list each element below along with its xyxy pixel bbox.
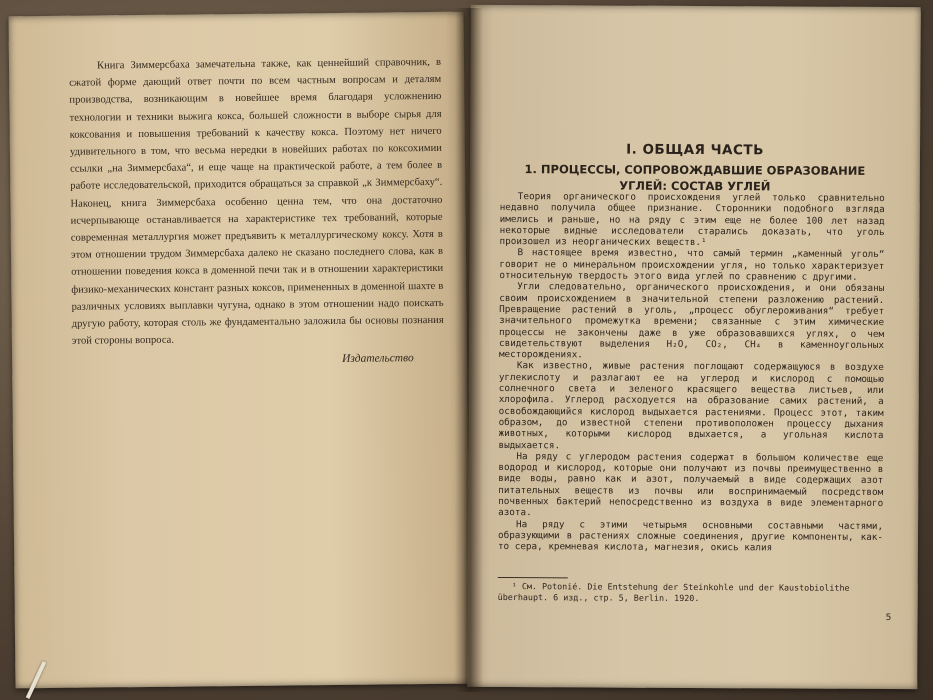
publisher-signature: Издательство: [342, 352, 414, 365]
right-page: [467, 5, 921, 689]
body-paragraph: В настоящее время известно, что самый термин „каменный уголь“ говорит не о минеральном происхождении угля, но только характеризует относительную твердость этого вида углей по сравнению с другими.: [499, 247, 885, 283]
body-paragraph: Угли следовательно, органического происхождения, и они обязаны своим происхождением в значительной степени разложению растений. Превращение растений в уголь, „процесс обуглероживания“ требует значительного промежутка времени; связанные с этим химические процессы не закончены даже в уже образовавшихся углях, о чем свидетельствуют выделения H₂O, CO₂, CH₄ в каменноугольных месторождениях.: [498, 281, 885, 361]
body-paragraph: Теория органического происхождения углей только сравнительно недавно получила общее признание. Сторонники подобного взгляда имелись и раньше, но на ряду с этим еще не более 100 лет назад некоторые видные исследователи старались доказать, что уголь произошел из неорганических веществ.¹: [499, 191, 885, 249]
left-page: [8, 12, 470, 689]
right-page-body: [498, 191, 885, 555]
footnote-divider: [498, 577, 568, 578]
book-gutter: [455, 8, 483, 692]
body-paragraph: Как известно, живые растения поглощают содержащуюся в воздухе углекислоту и разлагают ее на углерод и кислород с помощью солнечного света и зеленого красящего вещества листьев, или хлорофила. Углерод расходуется на образование самих растений, а освобождающийся кислород выдыхается растениями. Процесс этот, таким образом, до известной степени противоположен процессу дыхания животных, которыми кислород вдыхается, а угольная кислота выдыхается.: [498, 360, 884, 451]
footnote: ¹ См. Potonié. Die Entstehung der Steinkohle und der Kaustobiolithe überhaupt. 6 изд., стр. 5, Berlin. 1920.: [497, 581, 850, 604]
subsection-title: 1. ПРОЦЕССЫ, СОПРОВОЖДАВШИЕ ОБРАЗОВАНИЕ УГЛЕЙ: СОСТАВ УГЛЕЙ: [524, 162, 866, 194]
section-title: I. ОБЩАЯ ЧАСТЬ: [626, 141, 764, 159]
body-paragraph: На ряду с углеродом растения содержат в большом количестве еще водород и кислород, которые они получают из почвы преимущественно в виде воды, равно как и азот, получаемый в виде содержащих азот питательных веществ из почвы или воспринимаемый посредством почвенных бактерий непосредственно из воздуха в виде элементарного азота.: [498, 450, 884, 519]
page-number: 5: [885, 613, 892, 624]
body-paragraph: На ряду с этими четырьмя основными составными частями, образующими в растениях сложные соединения, другие компоненты, как-то сера, кремневая кислота, магнезия, окись калия: [497, 518, 884, 554]
left-page-paragraph: Книга Зиммерсбаха замечательна также, как ценнейший справочник, в сжатой форме дающий ответ почти по всем частным вопросам и деталям производства, возникающим в новейшее время благодаря усложнению технологии и техники выжига кокса, большей сложности в выборе сырья для коксования и повышения требований к качеству кокса. Поэтому нет ничего удивительного в том, что весьма нередки в новейших работах по коксохимии ссылки „на Зиммерсбаха“, и еще чаще на практической работе, а тем более в работе исследовательской, приходится обращаться за справкой „к Зиммерсбаху“. Наконец, книга Зиммерсбаха особенно ценна тем, что она достаточно исчерпывающе останавливается на характеристике тех требований, которые современная металлургия может предъявить к металлургическому коксу. Хотя в этом отношении трудом Зиммерсбаха далеко не сказано последнего слова, как в отношении поведения кокса в доменной печи так и в отношении характеристики физико-механических констант разных коксов, примененных в доменной шахте в различных условиях выплавки чугуна, однако в этом отношении надо поискать другую работу, которая столь же фундаментально заложила бы основы познания этой стороны вопроса.: [69, 56, 444, 348]
